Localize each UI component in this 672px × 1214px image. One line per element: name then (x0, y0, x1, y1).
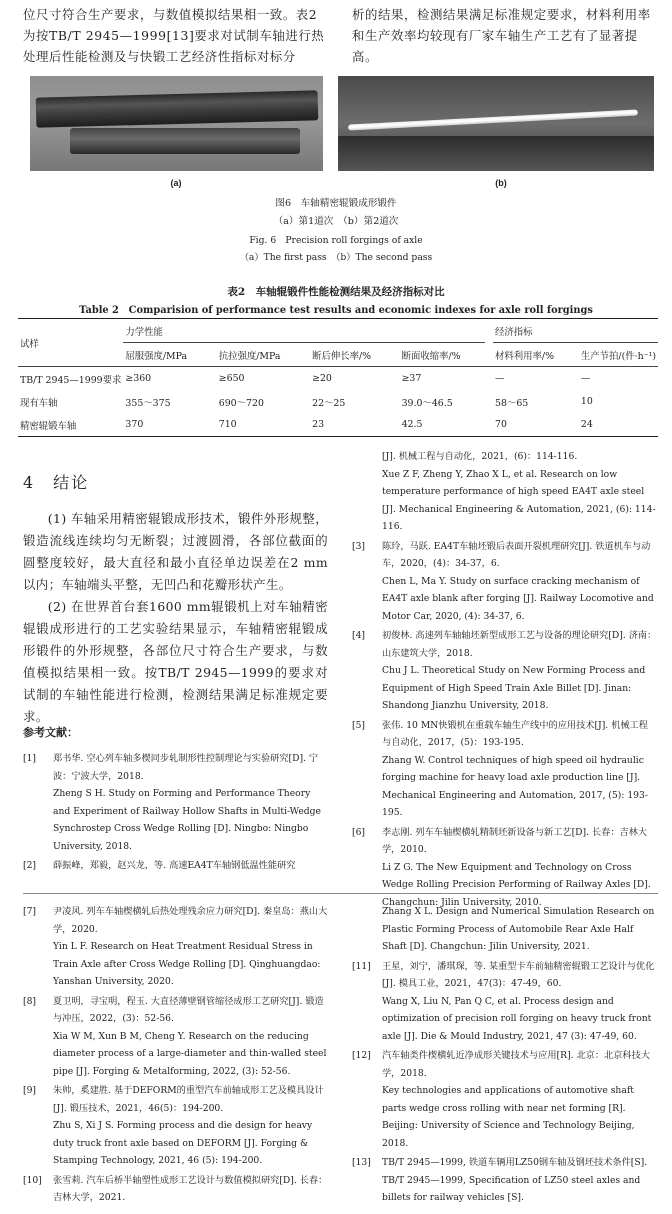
reference-item (23, 1082, 328, 1170)
reference-number: [13] (352, 1157, 371, 1168)
figure-label-a: (a) (170, 178, 182, 188)
reference-text: Wang X, Liu N, Pan Q C, et al. Process design and optimization of precision roll forging on heavy truck front axle [J]. Die & Mould Industry, 2021, 47 (3): 47-49, 60. (382, 995, 652, 1042)
table-col-header: 抗拉强度/MPa (217, 343, 310, 367)
reference-text: Xue Z F, Zheng Y, Zhao X L, et al. Research on low temperature performance of high speed EA4T axle steel [J]. Mechanical Engineering & Automation, 2021, (6): 114-116. (382, 468, 656, 532)
reference-text: Chen L, Ma Y. Study on surface cracking mechanism of EA4T axle blank after forging [J]. Railway Locomotive and Motor Car, 2020, (4): 34-37, 6. (382, 575, 654, 622)
reference-item (352, 717, 657, 822)
reference-text: 薛振峰，郑毅，赵兴龙，等. 高速EA4T车轴钢低温性能研究 (53, 860, 296, 871)
reference-text: 汽车轴类件楔横轧近净成形关键技术与应用[R]. 北京：北京科技大学，2018. (382, 1050, 650, 1079)
refs-left-bottom (23, 903, 328, 1209)
table-cell: 现有车轴 (20, 397, 58, 409)
reference-text: 尹凌风. 列车车轴楔横轧后热处理残余应力研究[D]. 秦皇岛：燕山大学，2020. (53, 906, 328, 935)
reference-number: [8] (23, 995, 37, 1007)
reference-text: 夏卫明，寻宝明，程玉. 大直径薄壁钢管缩径成形工艺研究[J]. 锻造与冲压，2022，(3)：52-56. (53, 995, 324, 1024)
table-title-cn: 表2 车轴辊锻件性能检测结果及经济指标对比 (227, 286, 445, 298)
intro-left-paragraph: 位尺寸符合生产要求，与数值模拟结果相一致。表2为按TB/T 2945—1999[13]要求对试制车轴进行热处理后性能检测及与快锻工艺经济性指标对标分 (23, 7, 325, 64)
reference-number: [6] (352, 826, 366, 838)
table-cell: 24 (579, 413, 658, 437)
table-group-mechanical: 力学性能 (123, 319, 485, 343)
table-cell: 370 (123, 413, 216, 437)
intro-right-paragraph: 析的结果，检测结果满足标准规定要求，材料利用率和生产效率均较现有厂家车轴生产工艺有了显著提高。 (352, 7, 651, 64)
table-row (18, 390, 658, 413)
reference-text: 张伟. 10 MN快锻机在重载车轴生产线中的应用技术[J]. 机械工程与自动化，2017，(5)：193-195. (382, 719, 648, 748)
references-heading: 参考文献： (23, 726, 78, 739)
table-cell: 23 (310, 413, 399, 437)
reference-text: Xia W M, Xun B M, Cheng Y. Research on the reducing diameter process of a large-diameter and thin-walled steel pipe [J]. Forging & Metalforming, 2022, (3): 52-56. (53, 1030, 327, 1077)
table-col-header: 材料利用率/% (493, 343, 579, 367)
table-cell: 42.5 (400, 413, 486, 437)
reference-item (23, 1172, 328, 1207)
table-cell: 70 (493, 413, 579, 437)
reference-number: [2] (23, 860, 37, 871)
reference-item (352, 903, 657, 956)
reference-text: TB/T 2945—1999, Specification of LZ50 steel axles and billets for railway vehicles [S]. (382, 1174, 641, 1203)
table-cell: ≥20 (312, 373, 332, 384)
refs-left-top (23, 750, 328, 877)
table-col-header: 屈服强度/MPa (123, 343, 216, 367)
table-row-header: 试样 (18, 319, 123, 367)
table-cell: 58～65 (495, 397, 529, 409)
reference-text: Zhang W. Control techniques of high speed oil hydraulic forging machine for heavy load axle production line [J]. Mechanical Engineering and Automation, 2017, (5): 193-195. (382, 754, 648, 818)
reference-item (352, 627, 657, 715)
column-divider-rule (23, 893, 658, 894)
table-cell: TB/T 2945—1999要求 (20, 374, 122, 386)
reference-item (352, 538, 657, 626)
forging-rod-shape (348, 109, 638, 130)
table-cell: 690～720 (218, 397, 264, 409)
reference-text: Zhang X L. Design and Numerical Simulation Research on Plastic Forming Process of Automobile Rear Axle Half Shaft [D]. Changchun: Jilin University, 2021. (382, 906, 655, 952)
figure-caption-en: Fig. 6 Precision roll forgings of axle (249, 235, 423, 246)
table-cell: 10 (580, 396, 593, 407)
reference-text: 初俊林. 高速列车轴轴坯新型成形工艺与设备的理论研究[D]. 济南：山东建筑大学，2018. (382, 630, 657, 659)
performance-table (18, 318, 658, 437)
table-cell: 710 (217, 413, 310, 437)
table-cell: 精密辊锻车轴 (18, 413, 123, 437)
table-cell: — (495, 373, 505, 384)
table-col-header: 断面收缩率/% (400, 343, 486, 367)
table-row (18, 413, 658, 437)
reference-item (352, 958, 657, 1046)
table-row (18, 367, 658, 391)
reference-text: 张雪莉. 汽车后桥半轴塑性成形工艺设计与数值模拟研究[D]. 长春：吉林大学，2021. (53, 1174, 328, 1203)
reference-number: [11] (352, 960, 371, 972)
reference-text: Zhu S, Xi J S. Forming process and die design for heavy duty truck front axle based on DEFORM [J]. Forging & Stamping Technology, 2021, 46 (5): 194-200. (53, 1120, 313, 1166)
conclusion-body (23, 508, 328, 728)
figure-subcaption-en: （a）The first pass （b）The second pass (239, 252, 433, 263)
forging-bar-shape (36, 90, 319, 127)
reference-number: [1] (23, 753, 37, 764)
reference-number: [4] (352, 630, 366, 641)
reference-number: [10] (23, 1174, 42, 1186)
table-col-header: 生产节拍/(件·h⁻¹) (579, 343, 658, 367)
reference-text: [J]. 机械工程与自动化，2021，(6)：114-116. (382, 451, 578, 462)
table-cell: ≥360 (125, 373, 152, 384)
table-col-header: 断后伸长率/% (310, 343, 399, 367)
refs-right-bottom (352, 903, 657, 1209)
figure-subcaption-cn: （a）第1道次 （b）第2道次 (273, 216, 399, 227)
table-group-economic: 经济指标 (493, 319, 658, 343)
conclusion-paragraph-2: (2) 在世界首台套1600 mm辊锻机上对车轴精密辊锻成形进行的工艺实验结果显示，车轴精密辊锻成形锻件的外形规整，各部位尺寸符合生产要求，与数值模拟结果相一致。按TB/T 2945—1999的要求对试制的车轴性能进行检测，检测结果满足标准规定要求。 (23, 599, 328, 724)
reference-text: Chu J L. Theoretical Study on New Forming Process and Equipment of High Speed Train Axle Billet [D]. Jinan: Shandong Jianzhu University, 2018. (382, 665, 646, 711)
reference-text: Key technologies and applications of automotive shaft parts wedge cross rolling with near net forming [R]. Beijing: University of Science and Technology Beijing, 2018. (382, 1085, 635, 1149)
reference-text: 郑书华. 空心列车轴多楔同步轧制形性控制理论与实验研究[D]. 宁波：宁波大学，2018. (53, 753, 319, 782)
refs-right-top (352, 448, 657, 913)
table-cell: ≥37 (401, 373, 422, 384)
forging-base-shape (338, 136, 654, 171)
figure-label-b: (b) (495, 178, 507, 188)
reference-text: 陈玲，马跃. EA4T车轴坯锻后表面开裂机理研究[J]. 铁道机车与动车，2020，(4)：34-37，6. (382, 540, 651, 569)
reference-text: Zheng S H. Study on Forming and Performance Theory and Experiment of Railway Hollow Shafts in Multi-Wedge Synchrostep Cross Wedge Rolling [D]. Ningbo: Ningbo University, 2018. (53, 788, 321, 852)
table-cell: 22～25 (312, 397, 346, 409)
reference-text: 朱帅，奚建胜. 基于DEFORM的重型汽车前轴成形工艺及模具设计[J]. 锻压技术，2021，46(5)：194-200. (53, 1085, 324, 1114)
reference-item (352, 1047, 657, 1152)
table-title-en: Table 2 Comparision of performance test results and economic indexes for axle roll forgings (79, 305, 593, 316)
reference-text: Yin L F. Research on Heat Treatment Residual Stress in Train Axle after Cross Wedge Rolling [D]. Qinghuangdao: Yanshan University, 2020. (53, 941, 321, 987)
reference-text: Li Z G. The New Equipment and Technology on Cross Wedge Rolling Precision Performing of Railway Axles [D]. Changchun: Jilin University, 2010. (382, 861, 651, 908)
table-cell: ≥650 (218, 373, 245, 384)
reference-item (23, 750, 328, 855)
section-title-conclusion: 4 结论 (23, 473, 90, 492)
forging-shadow-shape (70, 128, 300, 154)
reference-item (352, 448, 657, 536)
reference-number: [5] (352, 719, 366, 731)
reference-number: [9] (23, 1085, 37, 1096)
reference-text: 王星，刘宁，潘琪琛，等. 某重型卡车前轴精密辊锻工艺设计与优化[J]. 模具工业，2021，47(3)：47-49，60. (382, 960, 655, 989)
figure-photo-b (338, 76, 654, 171)
reference-number: [12] (352, 1050, 371, 1061)
reference-item (23, 903, 328, 991)
reference-number: [7] (23, 906, 37, 917)
table-cell: — (580, 373, 591, 384)
reference-text: 李志刚. 列车车轴楔横轧精制坯新设备与新工艺[D]. 长春：吉林大学，2010. (382, 826, 648, 855)
reference-item (23, 993, 328, 1081)
reference-number: [3] (352, 540, 366, 552)
table-cell: 39.0～46.5 (401, 397, 453, 409)
figure-caption-cn: 图6 车轴精密辊锻成形锻件 (275, 198, 397, 209)
reference-text: TB/T 2945—1999, 铁道车辆用LZ50钢车轴及钢坯技术条件[S]. (382, 1157, 648, 1168)
reference-item (352, 824, 657, 912)
conclusion-paragraph-1: (1) 车轴采用精密辊锻成形技术，锻件外形规整，锻造流线连续均匀无断裂；过渡圆滑，各部位截面的圆整度较好，最大直径和最小直径单边误差在2 mm以内；车轴端头平整，无凹凸和花瓣形状产生。 (23, 511, 328, 592)
table-cell: 355～375 (125, 397, 171, 409)
figure-photo-a (30, 76, 323, 171)
reference-item (23, 857, 328, 875)
reference-item (352, 1154, 657, 1207)
